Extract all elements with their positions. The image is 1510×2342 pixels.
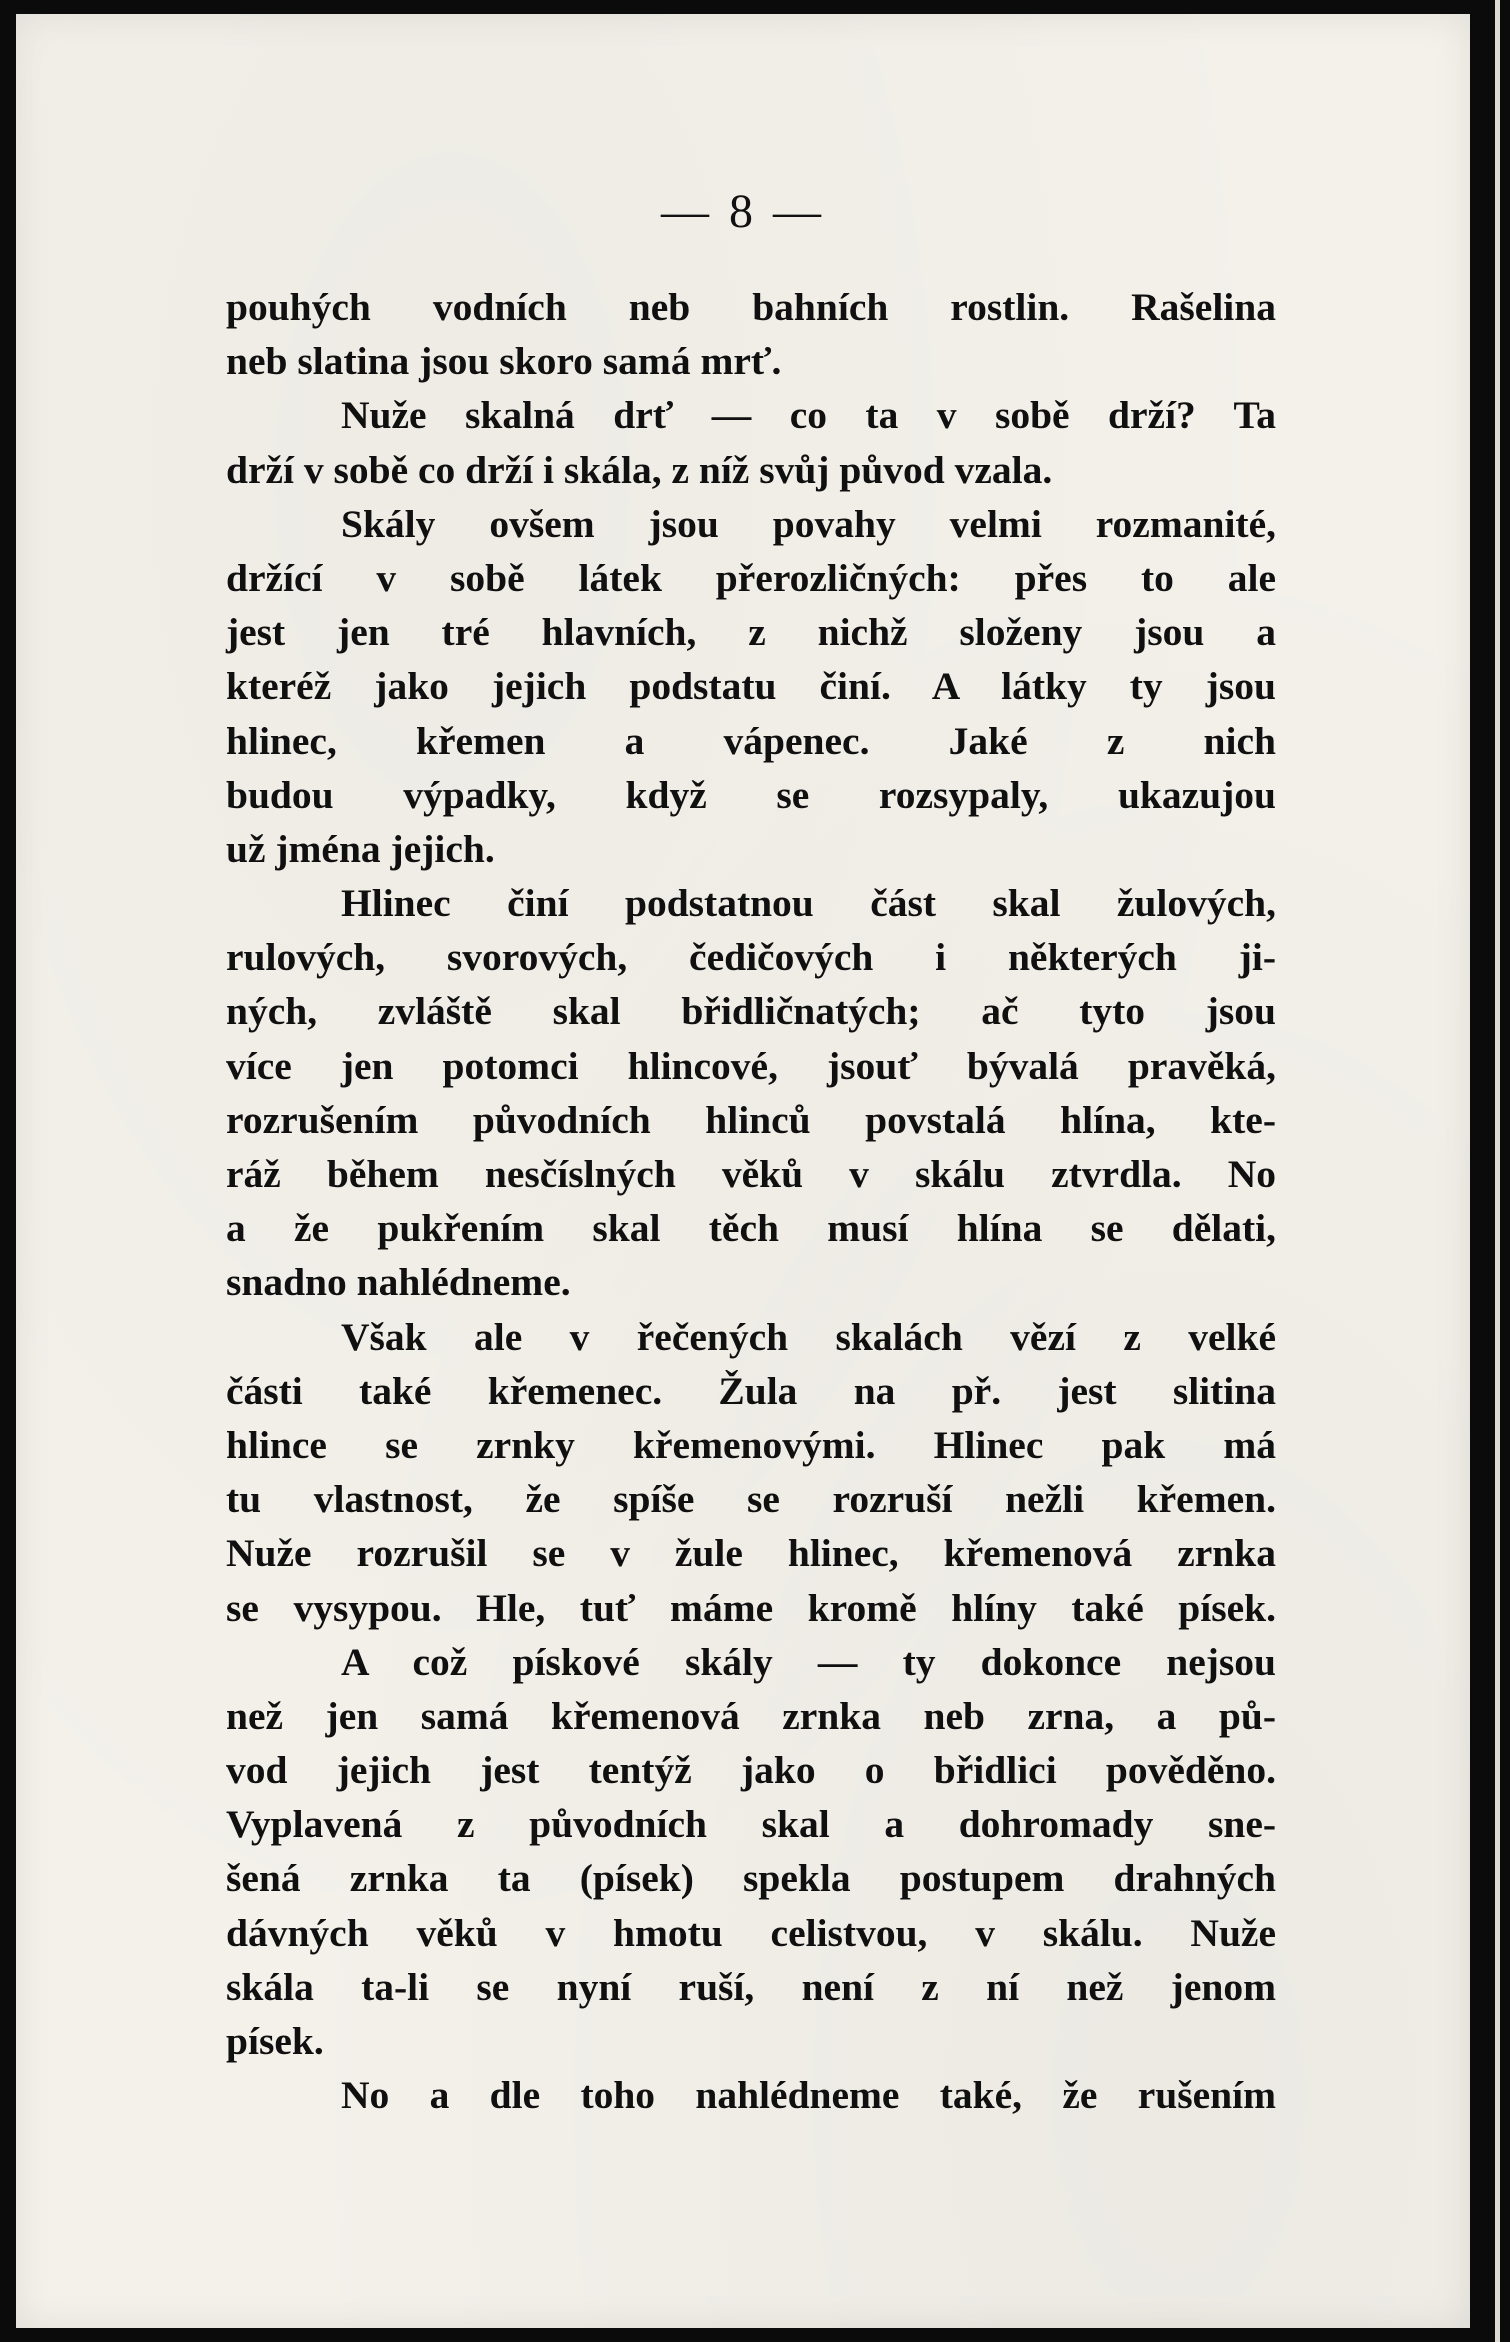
text-line: už jména jejich. <box>226 826 495 871</box>
text-line: části také křemenec. Žula na př. jest slitina <box>226 1368 1276 1413</box>
text-line: skála ta-li se nyní ruší, není z ní než jenom <box>226 1964 1276 2009</box>
text-line: kteréž jako jejich podstatu činí. A látky ty jsou <box>226 664 1276 709</box>
text-line: více jen potomci hlincové, jsouť bývalá pravěká, <box>226 1043 1276 1088</box>
text-line: hlince se zrnky křemenovými. Hlinec pak má <box>226 1422 1276 1467</box>
text-line: ráž během nesčíslných věků v skálu ztvrdla. No <box>226 1152 1276 1196</box>
page-edge-line <box>1495 0 1500 2342</box>
text-line: tu vlastnost, že spíše se rozruší nežli křemen. <box>226 1477 1276 1522</box>
text-line: Nuže rozrušil se v žule hlinec, křemenová zrnka <box>226 1531 1276 1576</box>
page-edge-border <box>1474 0 1510 2342</box>
text-line: než jen samá křemenová zrnka neb zrna, a pů- <box>226 1693 1276 1738</box>
text-line: Však ale v řečených skalách vězí z velké <box>341 1314 1276 1359</box>
text-line: ných, zvláště skal břidličnatých; ač tyto jsou <box>226 989 1276 1034</box>
text-line: rulových, svorových, čedičových i některých ji- <box>226 935 1276 980</box>
page-number: — 8 — <box>661 185 825 238</box>
text-line: a že pukřením skal těch musí hlína se dělati, <box>226 1206 1276 1251</box>
text-line: drží v sobě co drží i skála, z níž svůj původ vzala. <box>226 447 1053 492</box>
text-line: šená zrnka ta (písek) spekla postupem drahných <box>226 1856 1276 1901</box>
book-page <box>16 14 1470 2328</box>
text-line: pouhých vodních neb bahních rostlin. Rašelina <box>226 285 1276 329</box>
text-line: dávných věků v hmotu celistvou, v skálu. Nuže <box>226 1910 1276 1955</box>
text-line: Vyplavená z původních skal a dohromady sne- <box>226 1802 1276 1847</box>
text-line: A což pískové skály — ty dokonce nejsou <box>341 1639 1276 1684</box>
text-line: Hlinec činí podstatnou část skal žulových, <box>341 881 1276 926</box>
text-line: budou výpadky, když se rozsypaly, ukazujou <box>226 772 1276 817</box>
body-text <box>226 280 1276 2122</box>
text-line: jest jen tré hlavních, z nichž složeny jsou a <box>226 610 1276 655</box>
text-line: No a dle toho nahlédneme také, že rušením <box>341 2073 1276 2118</box>
text-line: rozrušením původních hlinců povstalá hlína, kte- <box>226 1097 1276 1142</box>
text-line: vod jejich jest tentýž jako o břidlici pověděno. <box>226 1748 1276 1793</box>
text-line: Nuže skalná drť — co ta v sobě drží? Ta <box>341 393 1276 438</box>
text-line: písek. <box>226 2019 324 2063</box>
text-line: snadno nahlédneme. <box>226 1260 571 1305</box>
text-line: neb slatina jsou skoro samá mrť. <box>226 339 782 384</box>
text-line: se vysypou. Hle, tuť máme kromě hlíny také písek. <box>226 1585 1276 1630</box>
text-line: hlinec, křemen a vápenec. Jaké z nich <box>226 718 1276 763</box>
text-line: držící v sobě látek přerozličných: přes to ale <box>226 555 1276 600</box>
text-line: Skály ovšem jsou povahy velmi rozmanité, <box>341 501 1276 546</box>
